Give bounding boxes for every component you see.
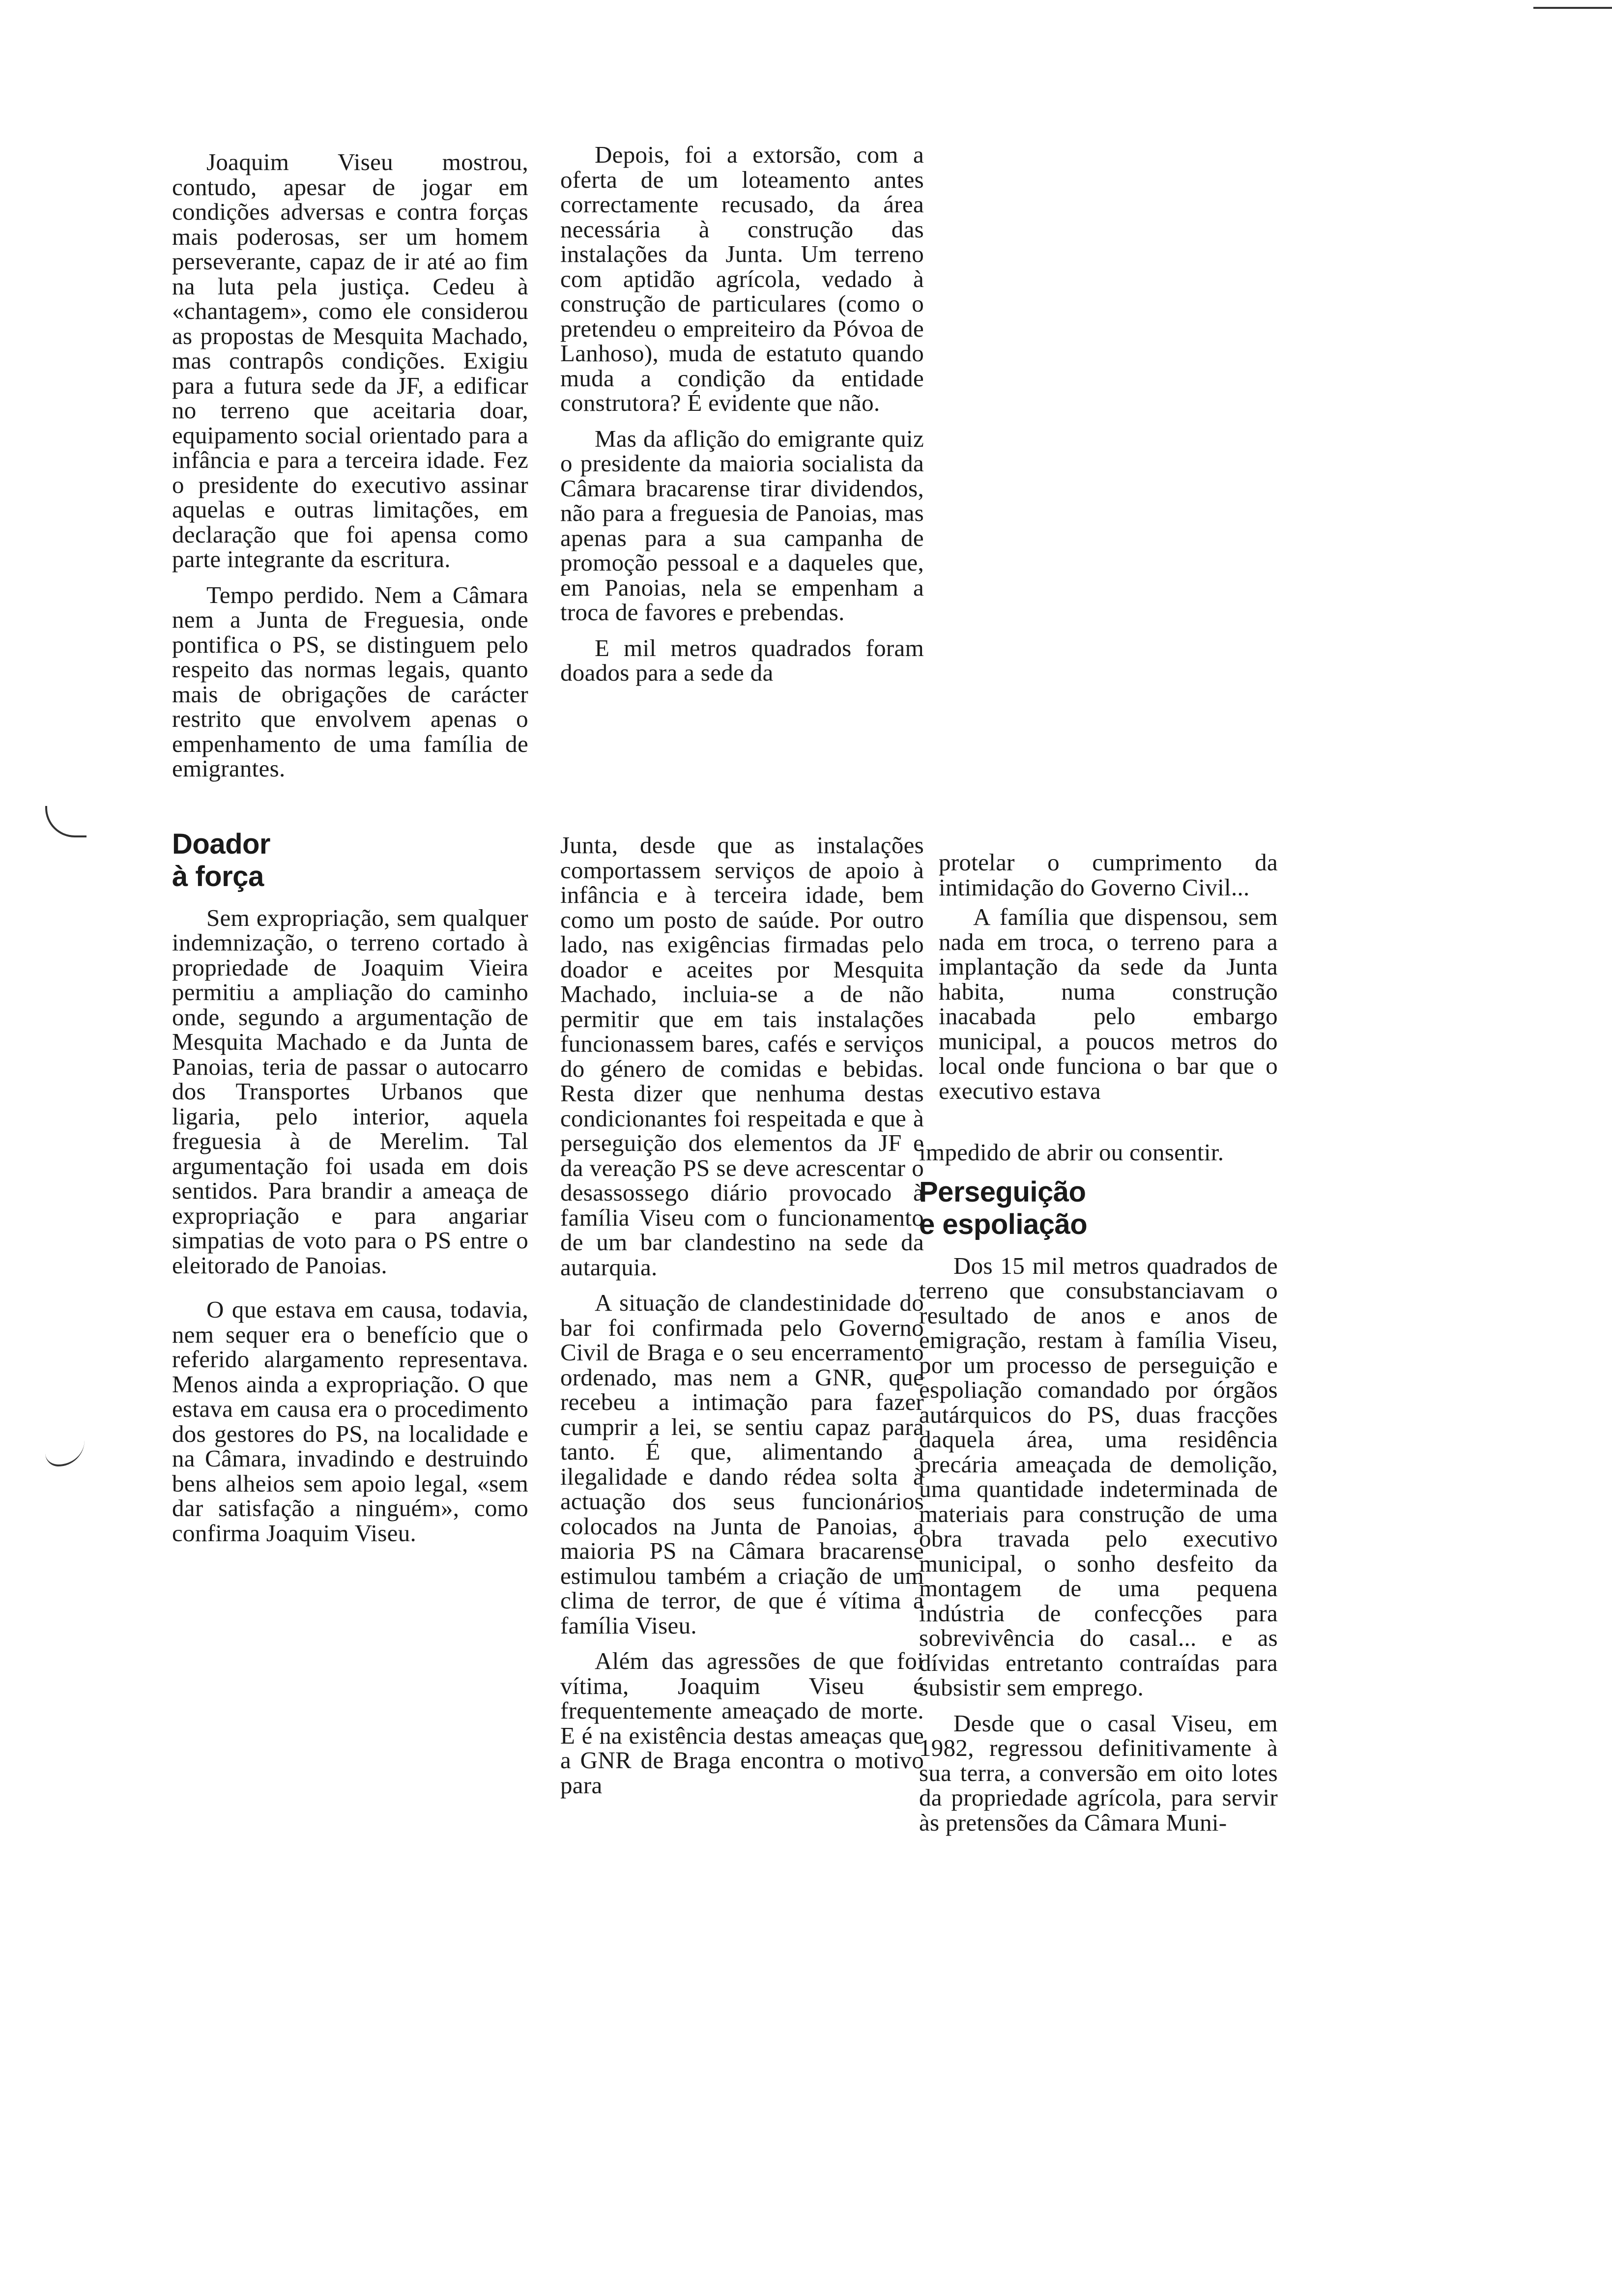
paragraph: A família que dispensou, sem nada em troca, o terreno para a implantação da sede da Junta habita, numa construção inacabada pelo embargo municipal, a poucos metros do local onde funciona o bar que o executivo estava [939, 903, 1278, 1104]
paragraph: Dos 15 mil metros quadrados de terreno que consubstanciavam o resultado de anos e anos de emigração, restam à família Viseu, por um processo de perseguição e espoliação comandado por órgãos autárquicos do PS, duas fracções daquela área, uma residência precária ameaçada de demolição, uma quantidade indeterminada de materiais para construção de uma obra travada pelo executivo municipal, o sonho desfeito da montagem de uma pequena indústria de confecções para sobrevivência do casal... e as dívidas entretanto contraídas para subsistir sem emprego. [919, 1252, 1278, 1701]
column-1 [172, 150, 528, 1556]
column-2-top [560, 143, 924, 696]
punch-hole-mark-lower [45, 1440, 85, 1466]
paragraph: Sem expropriação, sem qualquer indemnização, o terreno cortado à propriedade de Joaquim Vieira permitiu a ampliação do caminho onde, segundo a argumentação de Mesquita Machado e da Junta de Panoias, teria de passar o autocarro dos Transportes Urbanos que ligaria, pelo interior, aquela freguesia à de Merelim. Tal argumentação foi usada em dois sentidos. Para brandir a ameaça de expropriação e para angariar simpatias de voto para o PS entre o eleitorado de Panoias. [172, 904, 528, 1279]
section-heading: Doador [172, 828, 270, 860]
paragraph: E mil metros quadrados foram doados para a sede da [560, 634, 924, 686]
paragraph: A situação de clandestinidade do bar foi confirmada pelo Governo Civil de Braga e o seu encerramento ordenado, mas nem a GNR, que recebeu a intimação para fazer cumprir a lei, se sentiu capaz para tanto. É que, alimentando a ilegalidade e dando rédea solta à actuação dos seus funcionários colocados na Junta de Panoias, a maioria PS na Câmara bracarense estimulou também a criação de um clima de terror, de que é vítima a família Viseu. [560, 1289, 924, 1639]
paragraph: Além das agressões de que foi vítima, Joaquim Viseu é frequentemente ameaçado de morte. E é na existência destas ameaças que a GNR de Braga encontra o motivo para [560, 1647, 924, 1799]
section-heading: à força [172, 860, 264, 892]
column-3-bottom [919, 1140, 1278, 1846]
paragraph: Desde que o casal Viseu, em 1982, regressou definitivamente à sua terra, a conversão em oito lotes da propriedade agrícola, para servir às pretensões da Câmara Muni- [919, 1709, 1278, 1836]
top-rule [1533, 7, 1612, 9]
column-3-top [939, 850, 1278, 1114]
column-2-bottom [560, 833, 924, 1808]
paragraph: Depois, foi a extorsão, com a oferta de um loteamento antes correctamente recusado, da área necessária à construção das instalações da Junta. Um terreno com aptidão agrícola, vedado à construção de particulares (como o pretendeu o empreiteiro da Póvoa de Lanhoso), muda de estatuto quando muda a condição da entidade construtora? É evidente que não. [560, 141, 924, 416]
paragraph: Joaquim Viseu mostrou, contudo, apesar de jogar em condições adversas e contra forças mais poderosas, ser um homem perseverante, capaz de ir até ao fim na luta pela justiça. Cedeu à «chantagem», como ele considerou as propostas de Mesquita Machado, mas contrapôs condições. Exigiu para a futura sede da JF, a edificar no terreno que aceitaria doar, equipamento social orientado para a infância e para a terceira idade. Fez o presidente do executivo assinar aquelas e outras limitações, em declaração que foi apensa como parte integrante da escritura. [172, 148, 528, 573]
punch-hole-mark-upper [45, 806, 86, 837]
paragraph: Junta, desde que as instalações comportassem serviços de apoio à infância e à terceira idade, bem como um posto de saúde. Por outro lado, nas exigências firmadas pelo doador e aceites por Mesquita Machado, incluia-se a de não permitir que em tais instalações funcionassem bares, cafés e serviços do género de comidas e bebidas. Resta dizer que nenhuma destas condicionantes foi respeitada e que à perseguição dos elementos da JF e da vereação PS se deve acrescentar o desassossego diário provocado à família Viseu com o funcionamento de um bar clandestino na sede da autarquia. [560, 832, 924, 1281]
paragraph: Tempo perdido. Nem a Câmara nem a Junta de Freguesia, onde pontifica o PS, se distinguem pelo respeito das normas legais, quanto mais de obrigações de carácter restrito que envolvem apenas o empenhamento de uma família de emigrantes. [172, 581, 528, 782]
section-heading: e espoliação [919, 1208, 1088, 1240]
paragraph: protelar o cumprimento da intimidação do Governo Civil... [939, 849, 1278, 901]
section-heading: Perseguição [919, 1176, 1086, 1208]
paragraph: Mas da aflição do emigrante quiz o presidente da maioria socialista da Câmara bracarense tirar dividendos, não para a freguesia de Panoias, mas apenas para a sua campanha de promoção pessoal e a daqueles que, em Panoias, nela se empenham a troca de favores e prebendas. [560, 425, 924, 626]
paragraph: O que estava em causa, todavia, nem sequer era o benefício que o referido alargamento representava. Menos ainda a expropriação. O que estava em causa era o procedimento dos gestores do PS, na localidade e na Câmara, invadindo e destruindo bens alheios sem apoio legal, «sem dar satisfação a ninguém», como confirma Joaquim Viseu. [172, 1296, 528, 1547]
paragraph: impedido de abrir ou consentir. [919, 1139, 1224, 1166]
